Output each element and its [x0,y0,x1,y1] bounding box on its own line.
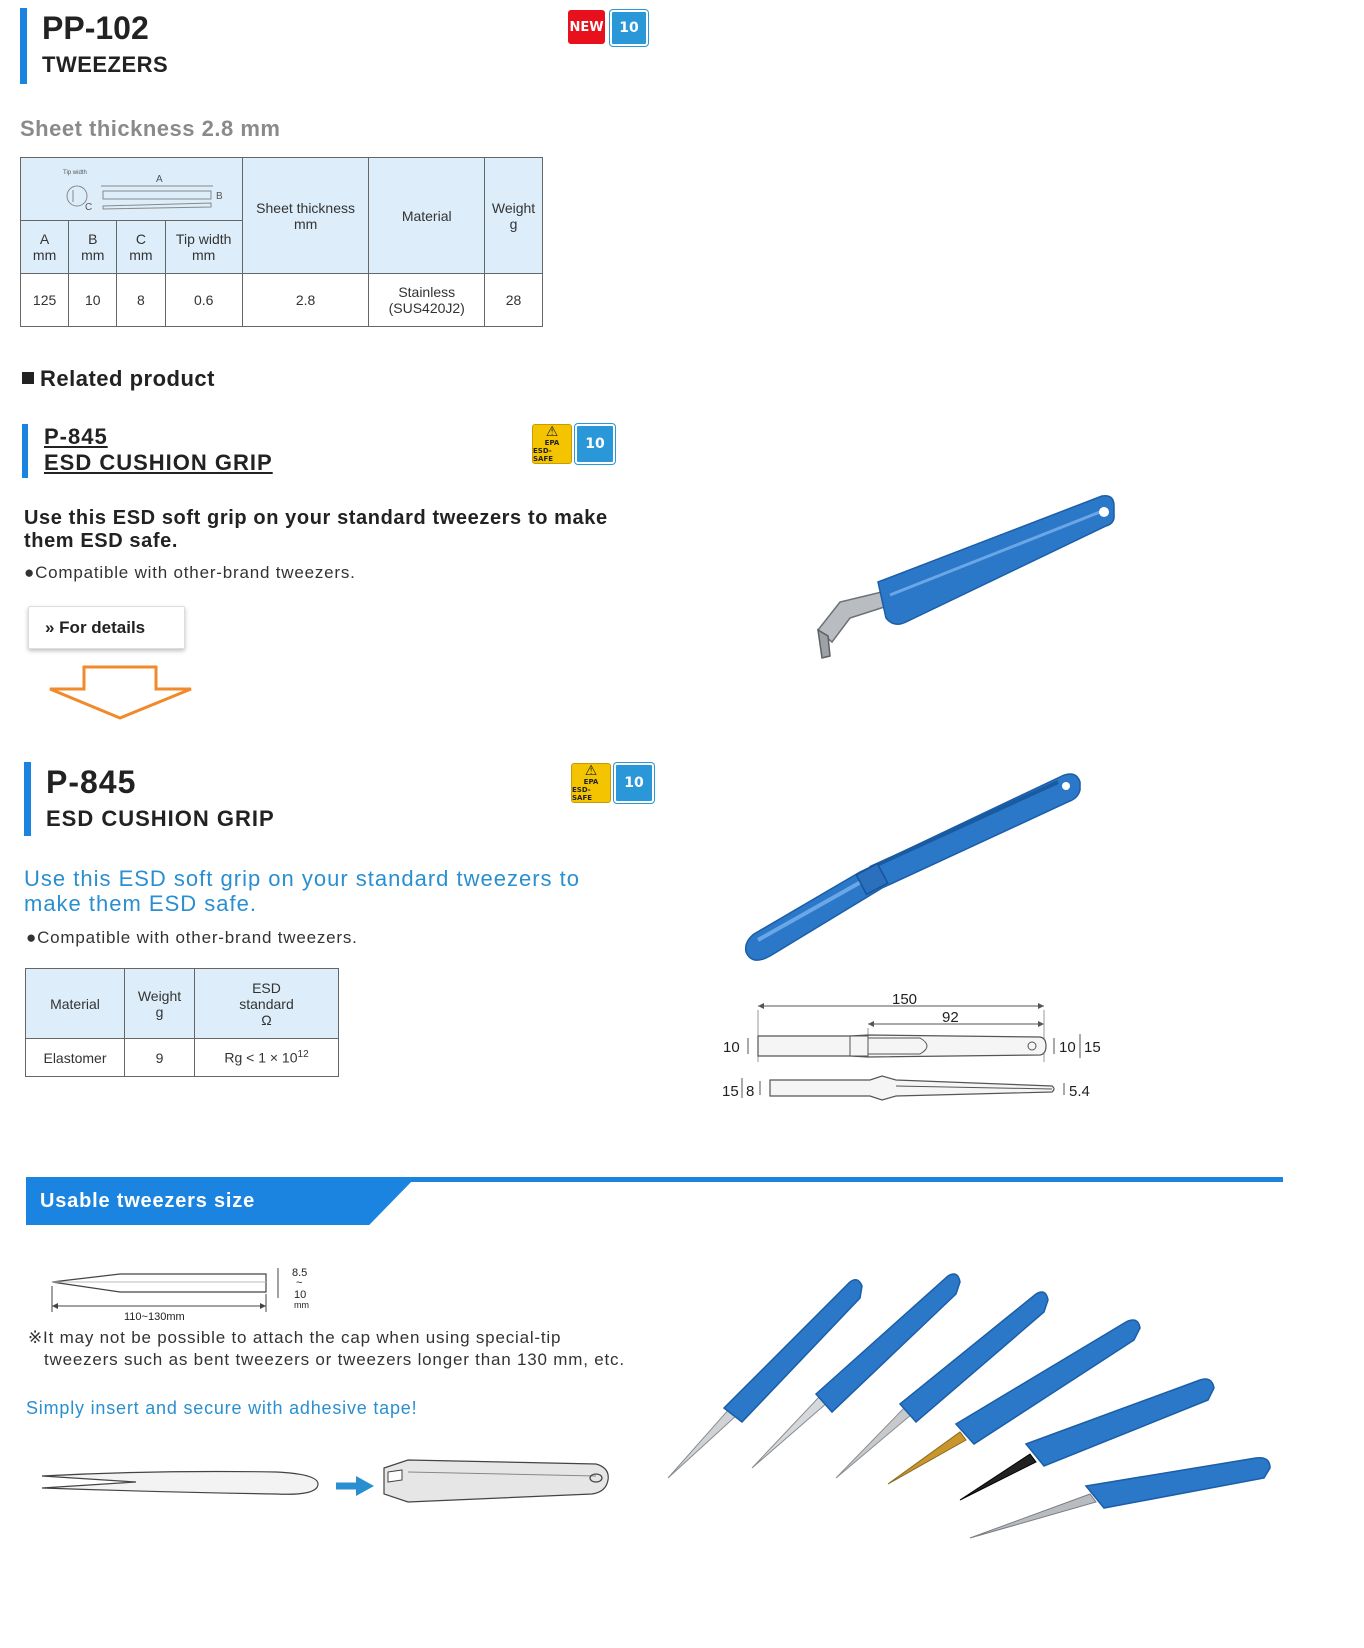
plain-tweezer [42,1472,318,1495]
product-name: TWEEZERS [42,52,169,77]
tape-instruction: Simply insert and secure with adhesive tape! [26,1398,418,1418]
header-thickness [242,158,369,274]
related-lead-text: Use this ESD soft grip on your standard tweezers to make them ESD safe. [24,507,608,552]
diagram-tweezer-top [103,191,211,199]
esd-safe-badge [532,424,572,464]
esd-badge-line2: ESD-SAFE [572,786,593,802]
related-accent-bar [22,424,28,478]
dim-width-bottom-label: 10 [294,1289,307,1301]
cell-c: 8 [117,274,165,327]
dim-left-height-label: 10 [723,1039,740,1056]
diagram-label-c: C [85,201,93,213]
main-product-name: ESD CUSHION GRIP [46,806,275,831]
dim-right-outer-label: 15 [1084,1039,1101,1056]
straight-grip-image [740,768,1085,968]
cell-weight: 28 [485,274,543,327]
product-accent-bar [24,762,31,836]
dim-arrow [758,1003,764,1009]
esd-safe-badge [571,763,611,803]
dimension-drawing [720,988,1110,1110]
dim-right-inner-label: 10 [1059,1039,1076,1056]
dim-tip-label: 5.4 [1069,1083,1090,1100]
header-material: Material [26,969,125,1039]
related-bullet: ●Compatible with other-brand tweezers. [24,563,356,582]
esd-value-exponent: 12 [297,1049,309,1061]
product-bullet: ●Compatible with other-brand tweezers. [26,928,358,947]
dim-width-top-label: 8.5 [292,1267,308,1279]
header-weight [125,969,195,1039]
cell-esd [195,1039,339,1077]
tip-detail-circle [67,186,87,206]
related-product-heading [22,366,215,392]
cell-thickness: 2.8 [242,274,369,327]
esd-value-base: Rg < 1 × 10 [224,1049,298,1066]
dim-inner-label: 92 [942,1009,959,1026]
related-product-code-link[interactable]: P-845 [44,424,108,449]
header-a [21,221,69,274]
cell-material-line2: (SUS420J2) [388,300,465,316]
title-accent-bar [20,8,27,84]
tweezer-dimension-diagram [31,162,231,214]
dim-bottom-inner-label: 8 [746,1083,755,1100]
product-code: PP-102 [42,10,149,46]
esd-badge-line2: ESD-SAFE [533,447,554,463]
cell-b: 10 [69,274,117,327]
tweezers-set-photo [660,1268,1280,1548]
header-weight-unit: g [155,1003,164,1020]
header-c [117,221,165,274]
product-lead-text: Use this ESD soft grip on your standard tweezers to make them ESD safe. [24,866,581,916]
header-thickness-label: Sheet thickness [256,199,356,216]
cell-material: Elastomer [26,1039,125,1077]
note-line1: ※It may not be possible to attach the cap when using special-tip [28,1328,562,1347]
new-badge: NEW [568,10,605,44]
diagram-label-a: A [156,173,164,185]
diagram-label-tip: Tip width [63,169,88,176]
header-esd-unit: Ω [261,1011,272,1028]
cell-material [369,274,485,327]
dim-unit-label: mm [294,1300,309,1310]
related-heading-text: Related product [40,366,215,391]
dim-bottom-outer-label: 15 [722,1083,739,1100]
cell-material-line1: Stainless [398,284,456,300]
right-arrow-icon [356,1476,374,1496]
down-arrow-icon [46,664,196,722]
header-c-unit: mm [129,247,153,263]
main-product-code: P-845 [46,764,137,800]
diagram-label-b: B [216,190,224,202]
usable-section-heading: Usable tweezers size [40,1190,255,1212]
header-material: Material [369,158,485,274]
esd-badge-line1: EPA [583,778,599,786]
grip-clip [388,1470,402,1482]
cell-weight: 9 [125,1039,195,1077]
esd-warning-icon: ⚠ [584,763,598,779]
header-a-label: A [39,231,50,247]
dimension-diagram-cell [21,158,243,221]
header-c-label: C [135,231,146,247]
product-spec-table [25,968,339,1077]
header-tip [165,221,242,274]
table-row [26,1039,339,1077]
dim-arrow [1038,1021,1044,1027]
tweezer-outline [52,1274,266,1292]
warranty-badge: 10 [575,424,615,464]
dim-arrow [868,1021,874,1027]
dim-length-label: 150 [892,991,918,1008]
spec-table [20,157,543,327]
related-product-name-link[interactable]: ESD CUSHION GRIP [44,450,273,475]
header-b [69,221,117,274]
header-b-unit: mm [81,247,105,263]
esd-badge-line1: EPA [544,439,560,447]
warranty-badge: 10 [614,763,654,803]
for-details-button[interactable]: » For details [28,606,185,649]
header-esd-label2: standard [239,995,294,1012]
dim-length-label: 110~130mm [124,1311,185,1323]
header-weight [485,158,543,274]
dim-arrow [1038,1003,1044,1009]
bent-tweezer-grip-image [810,490,1120,665]
header-weight-unit: g [509,215,518,232]
header-b-label: B [88,231,98,247]
note-line2: tweezers such as bent tweezers or tweezers longer than 130 mm, etc. [44,1350,625,1369]
header-tip-unit: mm [192,247,216,263]
table-row [21,274,543,327]
header-esd-label: ESD [252,979,281,996]
header-esd [195,969,339,1039]
sheet-thickness-heading: Sheet thickness 2.8 mm [20,116,281,141]
dim-arrow [260,1303,266,1309]
diagram-tweezer-side [103,203,211,209]
dim-arrow [52,1303,58,1309]
cell-a: 125 [21,274,69,327]
header-tip-label: Tip width [175,231,232,247]
tweezer-in-grip [384,1460,608,1502]
header-weight-label: Weight [491,199,536,216]
dim-width-tilde: ~ [296,1277,303,1289]
usage-note [28,1327,648,1371]
header-thickness-unit: mm [293,215,318,232]
square-bullet-icon [22,372,34,384]
insertion-illustration [36,1452,616,1518]
usable-size-diagram [40,1262,330,1326]
warranty-badge: 10 [610,10,648,46]
header-weight-label: Weight [137,987,182,1004]
header-a-unit: mm [32,247,57,263]
esd-warning-icon: ⚠ [545,424,559,440]
cell-tip: 0.6 [165,274,242,327]
